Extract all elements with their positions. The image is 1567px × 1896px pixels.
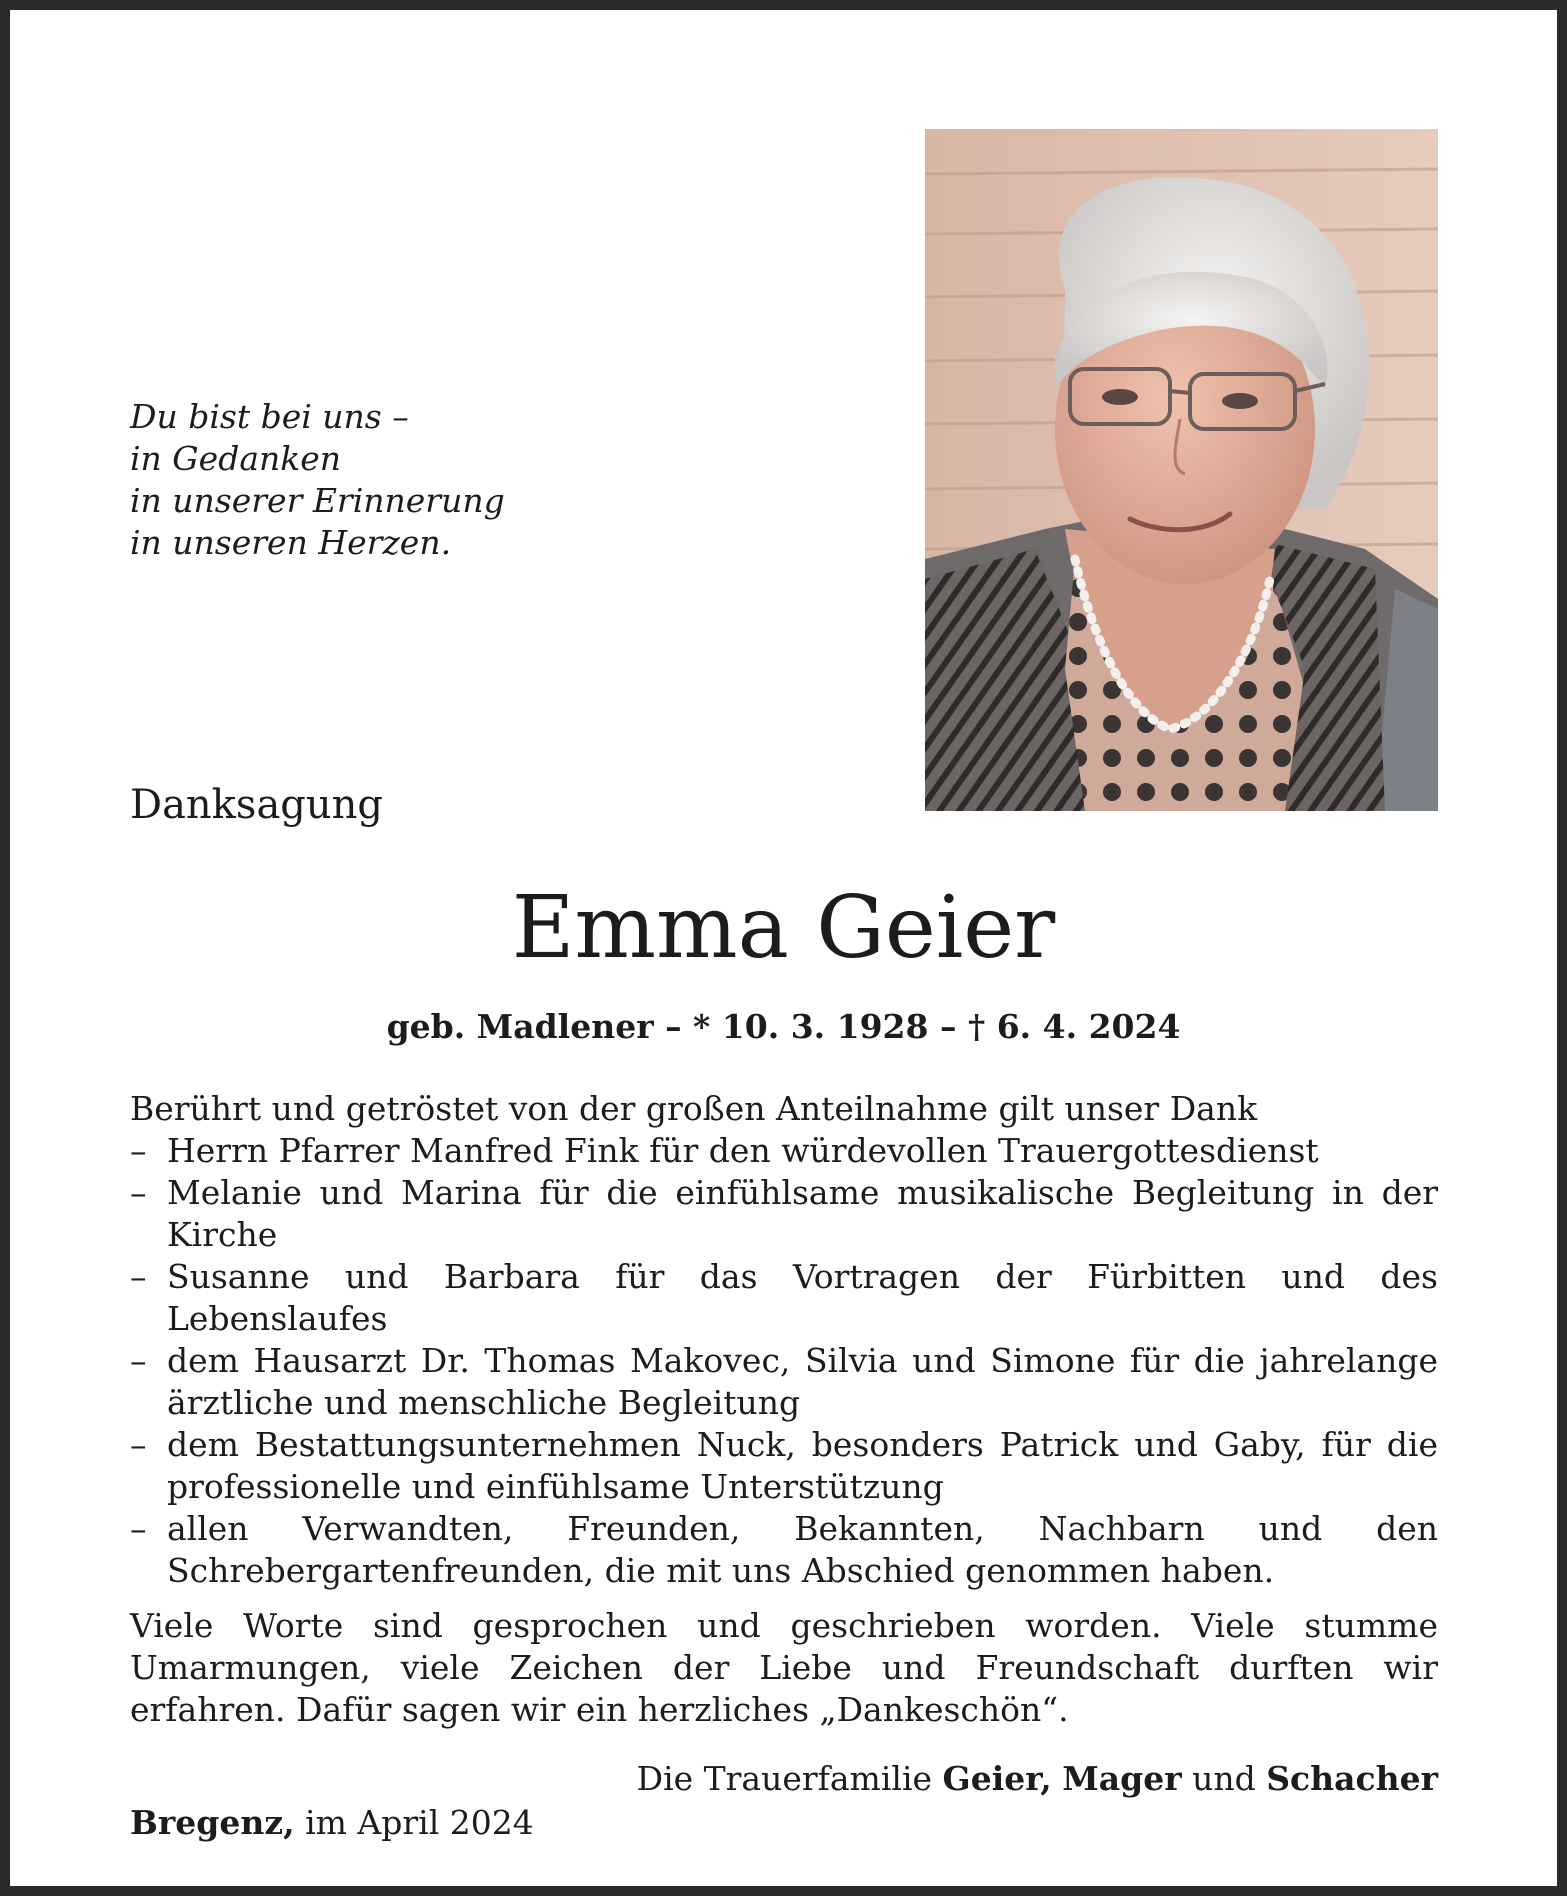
family-name: Schacher xyxy=(1266,1759,1438,1798)
obituary-page xyxy=(10,10,1557,1886)
list-item xyxy=(130,1424,1438,1508)
memorial-quote xyxy=(130,396,505,564)
portrait-photo xyxy=(925,129,1438,811)
place-city: Bregenz, xyxy=(130,1803,295,1842)
quote-line: in unseren Herzen. xyxy=(130,523,452,562)
family-name: Geier, xyxy=(942,1759,1052,1798)
place-date-text: im April 2024 xyxy=(294,1803,534,1842)
list-item-text: dem Bestattungsunternehmen Nuck, besonders Patrick und Gaby, für die professionelle und einfühlsame Unterstützung xyxy=(167,1425,1438,1506)
family-prefix: Die Trauerfamilie xyxy=(636,1759,943,1798)
list-item-text: allen Verwandten, Freunden, Bekannten, Nachbarn und den Schrebergartenfreunden, die mit uns Abschied genommen haben. xyxy=(167,1509,1438,1590)
dash-bullet: – xyxy=(130,1257,147,1296)
life-dates: geb. Madlener – * 10. 3. 1928 – † 6. 4. 2024 xyxy=(386,1007,1181,1046)
list-item xyxy=(130,1508,1438,1592)
list-item-text: dem Hausarzt Dr. Thomas Makovec, Silvia und Simone für die jahrelange ärztliche und menschliche Begleitung xyxy=(167,1341,1438,1422)
quote-line: in Gedanken xyxy=(130,439,342,478)
list-item xyxy=(130,1340,1438,1424)
heading-danksagung: Danksagung xyxy=(130,782,384,828)
list-item-text: Susanne und Barbara für das Vortragen der Fürbitten und des Lebenslaufes xyxy=(167,1257,1438,1338)
dash-bullet: – xyxy=(130,1173,147,1212)
family-name: Mager xyxy=(1062,1759,1182,1798)
list-item xyxy=(130,1172,1438,1256)
thanks-section xyxy=(130,1088,1438,1592)
list-item xyxy=(130,1130,1438,1172)
closing-paragraph: Viele Worte sind gesprochen und geschrieben worden. Viele stumme Umarmungen, viele Zeichen der Liebe und Freundschaft durften wir erfahren. Dafür sagen wir ein herzliches „Dankeschön“. xyxy=(130,1606,1438,1729)
dash-bullet: – xyxy=(130,1425,147,1464)
list-item-text: Melanie und Marina für die einfühlsame musikalische Begleitung in der Kirche xyxy=(167,1173,1438,1254)
dash-bullet: – xyxy=(130,1509,147,1548)
list-item-text: Herrn Pfarrer Manfred Fink für den würdevollen Trauergottesdienst xyxy=(167,1131,1319,1170)
thanks-intro: Berührt und getröstet von der großen Anteilnahme gilt unser Dank xyxy=(130,1089,1258,1128)
family-signature xyxy=(637,1758,1438,1800)
deceased-name: Emma Geier xyxy=(511,878,1056,978)
list-item xyxy=(130,1256,1438,1340)
place-date xyxy=(130,1802,534,1844)
quote-line: in unserer Erinnerung xyxy=(130,481,505,520)
thanks-list xyxy=(130,1130,1438,1592)
dash-bullet: – xyxy=(130,1131,147,1170)
family-conjunction: und xyxy=(1181,1759,1267,1798)
dash-bullet: – xyxy=(130,1341,147,1380)
quote-line: Du bist bei uns – xyxy=(130,397,409,436)
